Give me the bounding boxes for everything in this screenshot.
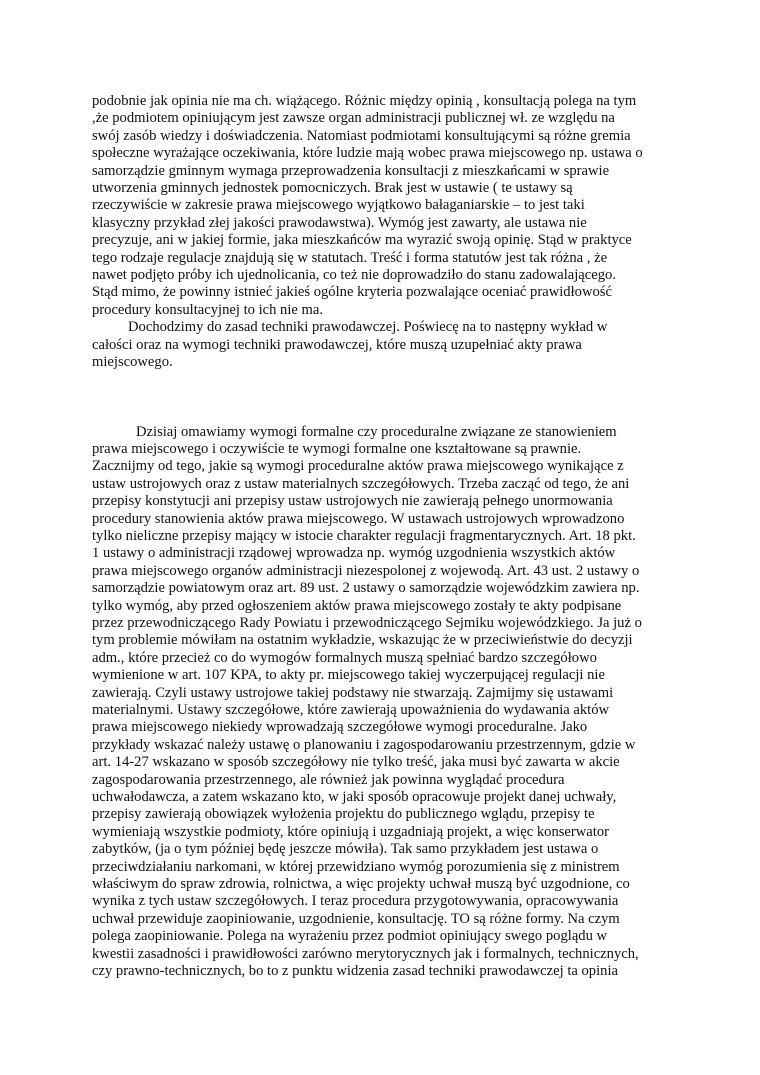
text-line: 1 ustawy o administracji rządowej wprowadza np. wymóg uzgodnienia wszystkich aktów [92,545,616,562]
text-line: prawa miejscowego niekiedy wprowadzają szczegółowe wymogi proceduralne. Jako [92,719,588,736]
paragraph-gap [92,372,672,424]
text-line: prawa miejscowego organów administracji niezespolonej z wojewodą. Art. 43 ust. 2 ustawy o [92,562,640,579]
text-line: ustaw ustrojowych oraz z ustaw materialnych szczegółowych. Trzeba zacząć od tego, że ani [92,475,630,492]
text-line: miejscowego. [92,354,173,371]
paragraph-formal-requirements [92,424,672,981]
text-line: procedury konsultacyjnej to ich nie ma. [92,301,323,318]
text-line: tylko wymóg, aby przed ogłoszeniem aktów prawa miejscowego zostały te akty podpisane [92,597,622,614]
paragraph-consultation [92,93,672,319]
text-line: materialnymi. Ustawy szczegółowe, które zawierają upoważnienia do wydawania aktów [92,702,610,718]
text-line: przez przewodniczącego Rady Powiatu i przewodniczącego Sejmiku wojewódzkiego. Ja już o [92,614,642,631]
text-line: uchwałodawcza, a zatem wskazano kto, w jaki sposób opracowuje projekt danej uchwały, [92,789,617,806]
text-line: uchwał przewiduje zaopiniowanie, uzgodnienie, konsultację. TO są różne formy. Na czym [92,910,620,927]
text-line: precyzuje, ani w jakiej formie, jaka mieszkańców ma wyrazić swoją opinię. Stąd w praktyce [92,232,632,249]
text-line: przykłady wskazać należy ustawę o planowaniu i zagospodarowaniu przestrzennym, gdzie w [92,736,636,753]
text-line: rzeczywiście w zakresie prawa miejscowego wyjątkowo bałaganiarskie – to jest taki [92,197,585,214]
text-line: procedury stanowienia aktów prawa miejscowego. W ustawach ustrojowych wprowadzono [92,510,625,527]
text-line: polega zaopiniowanie. Polega na wyrażeniu przez podmiot opiniujący swego poglądu w [92,928,608,945]
text-line: ,że podmiotem opiniującym jest zawsze organ administracji publicznej wł. ze względu na [92,110,615,127]
text-line: tylko nieliczne przepisy mający w istocie charakter regulacji fragmentarycznych. Art. 18 pkt. [92,527,636,544]
text-line: prawa miejscowego i oczywiście te wymogi formalne one kształtowane są prawnie. [92,440,582,457]
paragraph-legislative-technique [92,319,672,371]
text-line: zagospodarowania przestrzennego, ale również jak powinna wyglądać procedura [92,771,565,788]
text-line: wynika z tych ustaw szczegółowych. I teraz procedura przygotowywania, opracowywania [92,893,619,910]
text-line: art. 14-27 wskazano w sposób szczegółowy nie tylko treść, jaka musi być zawarta w akcie [92,754,620,771]
text-line: przeciwdziałaniu narkomani, w której przewidziano wymóg porozumienia się z ministrem [92,858,620,875]
text-line: Stąd mimo, że powinny istnieć jakieś ogólne kryteria pozwalające oceniać prawidłowość [92,284,612,301]
text-line: swój zasób wiedzy i doświadczenia. Natomiast podmiotami konsultującymi są różne gremia [92,127,631,144]
text-line: Dochodzimy do zasad techniki prawodawczej. Poświecę na to następny wykład w [128,319,608,336]
text-line: kwestii zasadności i prawidłowości zarówno merytorycznych jak i formalnych, technicznych, [92,945,639,962]
text-line: całości oraz na wymogi techniki prawodawczej, które muszą uzupełniać akty prawa [92,336,582,353]
text-line: społeczne wyrażające oczekiwania, które ludzie mają wobec prawa miejscowego np. ustawa o [92,145,643,162]
text-line: wymieniają wszystkie podmioty, które opiniują i uzgadniają projekt, a więc konserwator [92,823,609,840]
text-line: właściwym do spraw zdrowia, rolnictwa, a więc projekty uchwał muszą być uzgodnione, co [92,876,630,893]
text-line: czy prawno-technicznych, bo to z punktu widzenia zasad techniki prawodawczej ta opinia [92,963,618,980]
text-line: zabytków, (ja o tym później będę jeszcze mówiła). Tak samo przykładem jest ustawa o [92,841,599,858]
text-line: zawierają. Czyli ustawy ustrojowe takiej podstawy nie stwarzają. Zajmijmy się ustawami [92,684,614,701]
text-line: klasyczny przykład złej jakości prawodawstwa). Wymóg jest zawarty, ale ustawa nie [92,214,587,231]
text-line: utworzenia gminnych jednostek pomocniczych. Brak jest w ustawie ( te ustawy są [92,180,573,197]
text-line: podobnie jak opinia nie ma ch. wiążącego. Różnic między opinią , konsultacją polega na tym [92,93,637,109]
text-line: nawet podjęto próby ich ujednolicania, co też nie doprowadziło do stanu zadowalającego. [92,267,616,284]
text-line: samorządzie gminnym wymaga przeprowadzenia konsultacji z mieszkańcami w sprawie [92,162,610,179]
text-line: tym problemie mówiłam na ostatnim wykładzie, wskazując że w przeciwieństwie do decyzji [92,632,633,649]
document-page [92,93,672,981]
text-line: przepisy konstytucji ani przepisy ustaw ustrojowych nie zawierają pełnego unormowania [92,493,613,510]
text-line: przepisy zawierają obowiązek wyłożenia projektu do publicznego wglądu, przepisy te [92,806,595,823]
text-line: wymienione w art. 107 KPA, to akty pr. miejscowego takiej wyczerpującej regulacji nie [92,667,605,684]
text-line: adm., które przecież co do wymogów formalnych muszą spełniać bardzo szczegółowo [92,649,597,666]
text-line: Dzisiaj omawiamy wymogi formalne czy proceduralne związane ze stanowieniem [136,423,617,440]
text-line: tego rodzaje regulacje znajdują się w statutach. Treść i forma statutów jest tak różna , że [92,249,608,266]
text-line: Zacznijmy od tego, jakie są wymogi proceduralne aktów prawa miejscowego wynikające z [92,458,624,475]
text-line: samorządzie powiatowym oraz art. 89 ust. 2 ustawy o samorządzie wojewódzkim zawiera np. [92,580,640,597]
